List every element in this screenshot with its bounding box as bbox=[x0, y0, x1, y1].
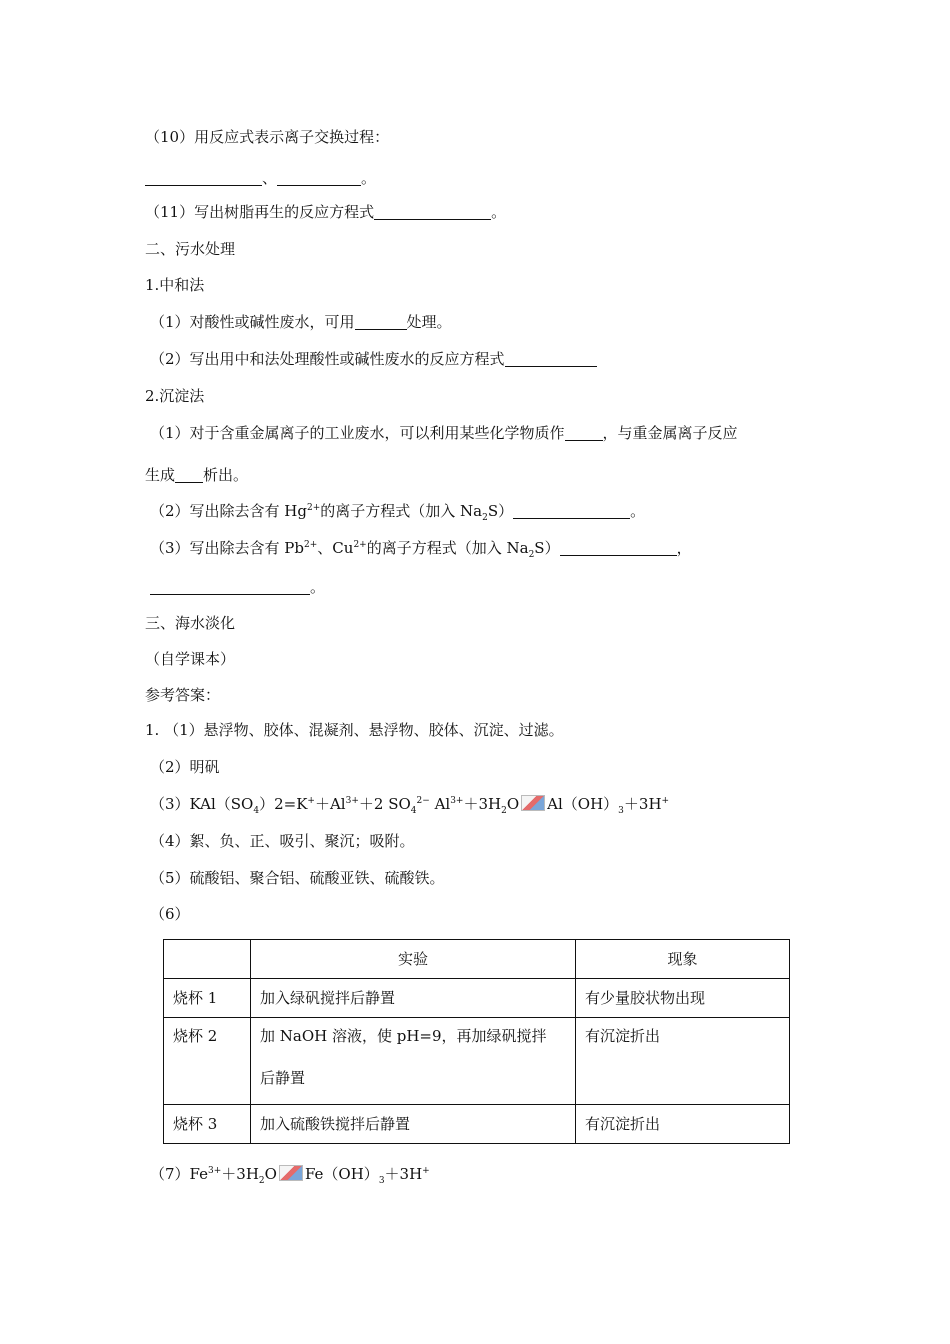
equilibrium-arrow-icon bbox=[521, 795, 545, 811]
answer-blank[interactable] bbox=[150, 578, 310, 595]
answer-blank[interactable] bbox=[175, 466, 203, 483]
answer-blank[interactable] bbox=[355, 313, 407, 330]
section-3-title: 三、海水淡化 bbox=[145, 614, 236, 632]
answer-2: （2）明矾 bbox=[150, 758, 220, 776]
table-cell: 有沉淀折出 bbox=[576, 1018, 790, 1105]
answer-7: $(7)Fe^{3+}+3H_2O$ $Fe(OH)_3+3H^+$ bbox=[150, 1165, 430, 1186]
precipitation-q2: （2）写出除去含有 $Hg^{2+}$的离子方程式（加入 $Na_2S$） 。 bbox=[150, 502, 646, 523]
table-cell: 烧杯 1 bbox=[164, 979, 251, 1018]
precipitation-q1-cont: 生成 析出。 bbox=[145, 466, 249, 484]
table-cell: 加 NaOH 溶液，使 pH=9，再加绿矾搅拌 后静置 bbox=[251, 1018, 576, 1105]
table-row bbox=[164, 1018, 790, 1105]
experiment-table bbox=[163, 939, 790, 1144]
question-10-label: （10）用反应式表示离子交换过程： bbox=[145, 128, 390, 146]
table-header-cell bbox=[164, 940, 251, 979]
answer-blank[interactable] bbox=[505, 350, 597, 367]
table-row bbox=[164, 1105, 790, 1144]
precipitation-title: 2.沉淀法 bbox=[145, 387, 205, 405]
answer-6: （6） bbox=[150, 905, 190, 923]
precipitation-q3: （3）写出除去含有 $Pb^{2+}$、$Cu^{2+}$的离子方程式（加入 $Na_2S$） ， bbox=[150, 539, 692, 560]
answer-blank[interactable] bbox=[513, 502, 630, 519]
table-cell: 烧杯 2 bbox=[164, 1018, 251, 1105]
question-11: （11）写出树脂再生的反应方程式 。 bbox=[145, 203, 507, 221]
answer-blank[interactable] bbox=[374, 203, 491, 220]
table-cell: 加入硫酸铁搅拌后静置 bbox=[251, 1105, 576, 1144]
answer-3: $(3)KAl(SO_4)2=K^++Al^{3+}+2$ $SO_4^{2-}$ $Al^{3+}+3H_2O$ $Al(OH)_3+3H^+$ bbox=[150, 795, 670, 816]
neutralization-q2: （2）写出用中和法处理酸性或碱性废水的反应方程式 bbox=[150, 349, 597, 369]
answer-4: （4）絮、负、正、吸引、聚沉；吸附。 bbox=[150, 832, 415, 850]
section-2-title: 二、污水处理 bbox=[145, 240, 236, 258]
table-header-row bbox=[164, 940, 790, 979]
answer-blank[interactable] bbox=[277, 169, 361, 186]
precipitation-q1: （1）对于含重金属离子的工业废水，可以利用某些化学物质作 ，与重金属离子反应 bbox=[150, 424, 738, 442]
table-header-cell: 实验 bbox=[251, 940, 576, 979]
answer-blank[interactable] bbox=[145, 169, 262, 186]
precipitation-q3-cont: 。 bbox=[150, 577, 325, 597]
question-10 bbox=[145, 127, 389, 147]
equilibrium-arrow-icon bbox=[279, 1165, 303, 1181]
section-3-note: （自学课本） bbox=[145, 650, 236, 668]
neutralization-q1: （1）对酸性或碱性废水，可用 处理。 bbox=[150, 313, 452, 331]
neutralization-title: 1.中和法 bbox=[145, 276, 205, 294]
answer-blank[interactable] bbox=[560, 539, 677, 556]
question-10-blanks: 、 。 bbox=[145, 168, 376, 188]
table-header-cell: 现象 bbox=[576, 940, 790, 979]
answer-blank[interactable] bbox=[565, 424, 603, 441]
table-row bbox=[164, 979, 790, 1018]
table-cell: 有沉淀折出 bbox=[576, 1105, 790, 1144]
table-cell: 加入绿矾搅拌后静置 bbox=[251, 979, 576, 1018]
answer-1: 1. （1）悬浮物、胶体、混凝剂、悬浮物、胶体、沉淀、过滤。 bbox=[145, 721, 564, 739]
table-cell: 烧杯 3 bbox=[164, 1105, 251, 1144]
answers-title: 参考答案： bbox=[145, 686, 221, 704]
table-cell: 有少量胶状物出现 bbox=[576, 979, 790, 1018]
answer-5: （5）硫酸铝、聚合铝、硫酸亚铁、硫酸铁。 bbox=[150, 869, 445, 887]
